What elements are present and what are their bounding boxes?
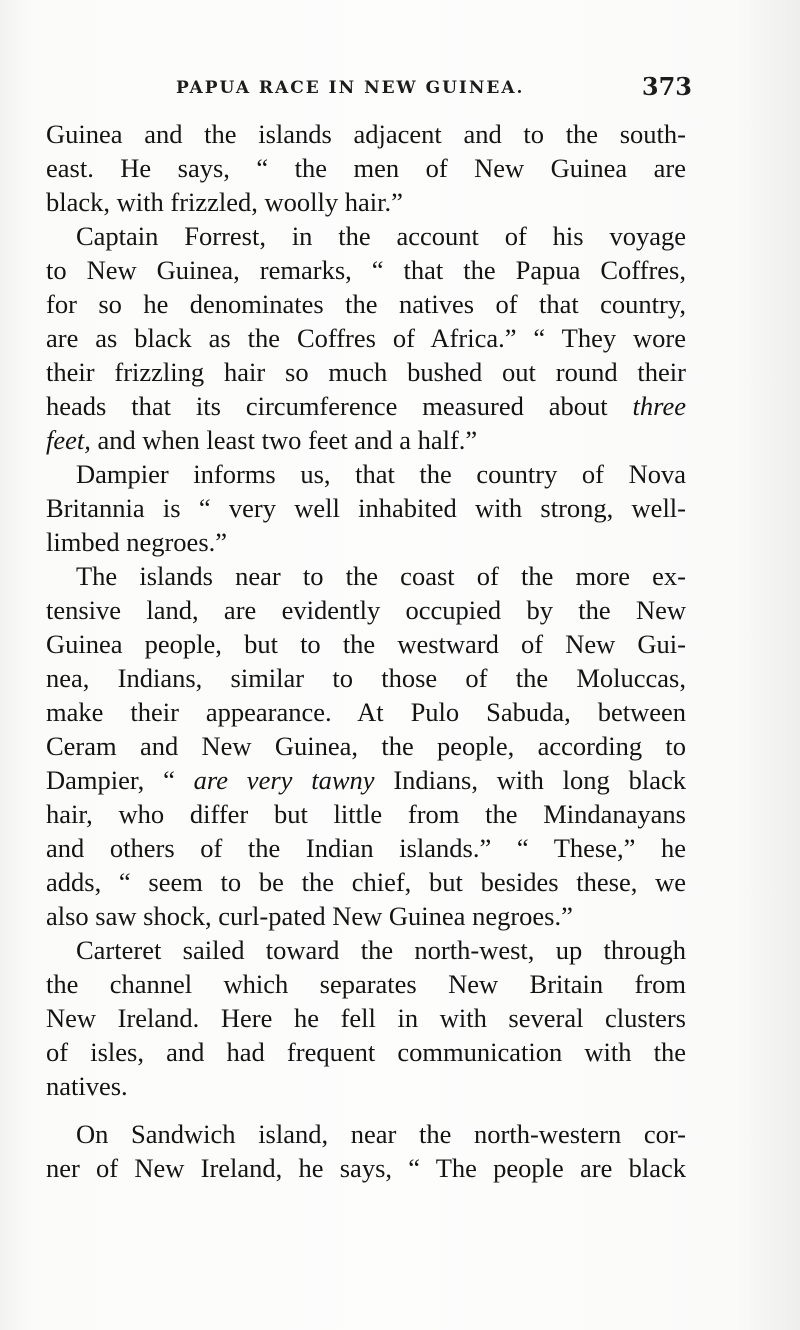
text-line	[46, 423, 686, 457]
text-run: east. He says, “ the men of New Guinea are	[46, 153, 686, 183]
text-line	[46, 559, 686, 593]
text-run: for so he denominates the natives of that country,	[46, 289, 686, 319]
text-run: Indians, with long black	[374, 765, 686, 795]
text-line	[46, 525, 686, 559]
paragraph-gap	[46, 1103, 686, 1117]
text-line	[46, 1117, 686, 1151]
text-line	[46, 627, 686, 661]
text-line	[46, 1069, 686, 1103]
text-run: make their appearance. At Pulo Sabuda, between	[46, 697, 686, 727]
text-line	[46, 593, 686, 627]
text-run: nea, Indians, similar to those of the Moluccas,	[46, 663, 686, 693]
text-run: and others of the Indian islands.” “ These,” he	[46, 833, 686, 863]
text-run: Captain Forrest, in the account of his voyage	[76, 221, 686, 251]
text-run: limbed negroes.”	[46, 527, 228, 557]
running-title: PAPUA RACE IN NEW GUINEA.	[176, 78, 525, 98]
text-line	[46, 933, 686, 967]
text-line	[46, 185, 686, 219]
text-line	[46, 967, 686, 1001]
text-run: New Ireland. Here he fell in with several clusters	[46, 1003, 686, 1033]
text-line	[46, 389, 686, 423]
text-line	[46, 117, 686, 151]
text-run: of isles, and had frequent communication with the	[46, 1037, 686, 1067]
text-run: Carteret sailed toward the north-west, up through	[76, 935, 686, 965]
text-line	[46, 287, 686, 321]
text-run: tensive land, are evidently occupied by the New	[46, 595, 686, 625]
italic-text: feet,	[46, 425, 91, 455]
text-line	[46, 1001, 686, 1035]
text-line	[46, 661, 686, 695]
text-run: On Sandwich island, near the north-western cor-	[76, 1119, 686, 1149]
text-line	[46, 763, 686, 797]
text-line	[46, 1151, 686, 1185]
text-line	[46, 695, 686, 729]
text-run: their frizzling hair so much bushed out round their	[46, 357, 686, 387]
page-number: 373	[641, 72, 692, 101]
text-run: heads that its circumference measured about	[46, 391, 633, 421]
text-line	[46, 491, 686, 525]
text-run: to New Guinea, remarks, “ that the Papua Coffres,	[46, 255, 686, 285]
text-line	[46, 729, 686, 763]
text-run: Dampier informs us, that the country of Nova	[76, 459, 686, 489]
text-run: black, with frizzled, woolly hair.”	[46, 187, 403, 217]
text-run: Guinea and the islands adjacent and to the south-	[46, 119, 686, 149]
page-header	[0, 70, 800, 104]
text-line	[46, 253, 686, 287]
text-run: Dampier, “	[46, 765, 194, 795]
text-run: hair, who differ but little from the Mindanayans	[46, 799, 686, 829]
body-text	[46, 117, 686, 1185]
text-run: are as black as the Coffres of Africa.” “ They wore	[46, 323, 686, 353]
text-line	[46, 355, 686, 389]
italic-text: three	[632, 391, 686, 421]
text-line	[46, 797, 686, 831]
text-line	[46, 1035, 686, 1069]
text-run: ner of New Ireland, he says, “ The people are black	[46, 1153, 686, 1183]
text-run: The islands near to the coast of the more ex-	[76, 561, 686, 591]
text-line	[46, 321, 686, 355]
text-run: Guinea people, but to the westward of New Gui-	[46, 629, 686, 659]
italic-text: are very tawny	[193, 765, 375, 795]
text-line	[46, 219, 686, 253]
text-run: Ceram and New Guinea, the people, according to	[46, 731, 686, 761]
text-line	[46, 865, 686, 899]
text-run: natives.	[46, 1071, 128, 1101]
text-line	[46, 899, 686, 933]
text-run: adds, “ seem to be the chief, but besides these, we	[46, 867, 686, 897]
text-line	[46, 457, 686, 491]
text-line	[46, 151, 686, 185]
text-line	[46, 831, 686, 865]
text-run: Britannia is “ very well inhabited with strong, well-	[46, 493, 686, 523]
text-run: and when least two feet and a half.”	[90, 425, 478, 455]
text-run: the channel which separates New Britain from	[46, 969, 686, 999]
text-run: also saw shock, curl-pated New Guinea negroes.”	[46, 901, 573, 931]
